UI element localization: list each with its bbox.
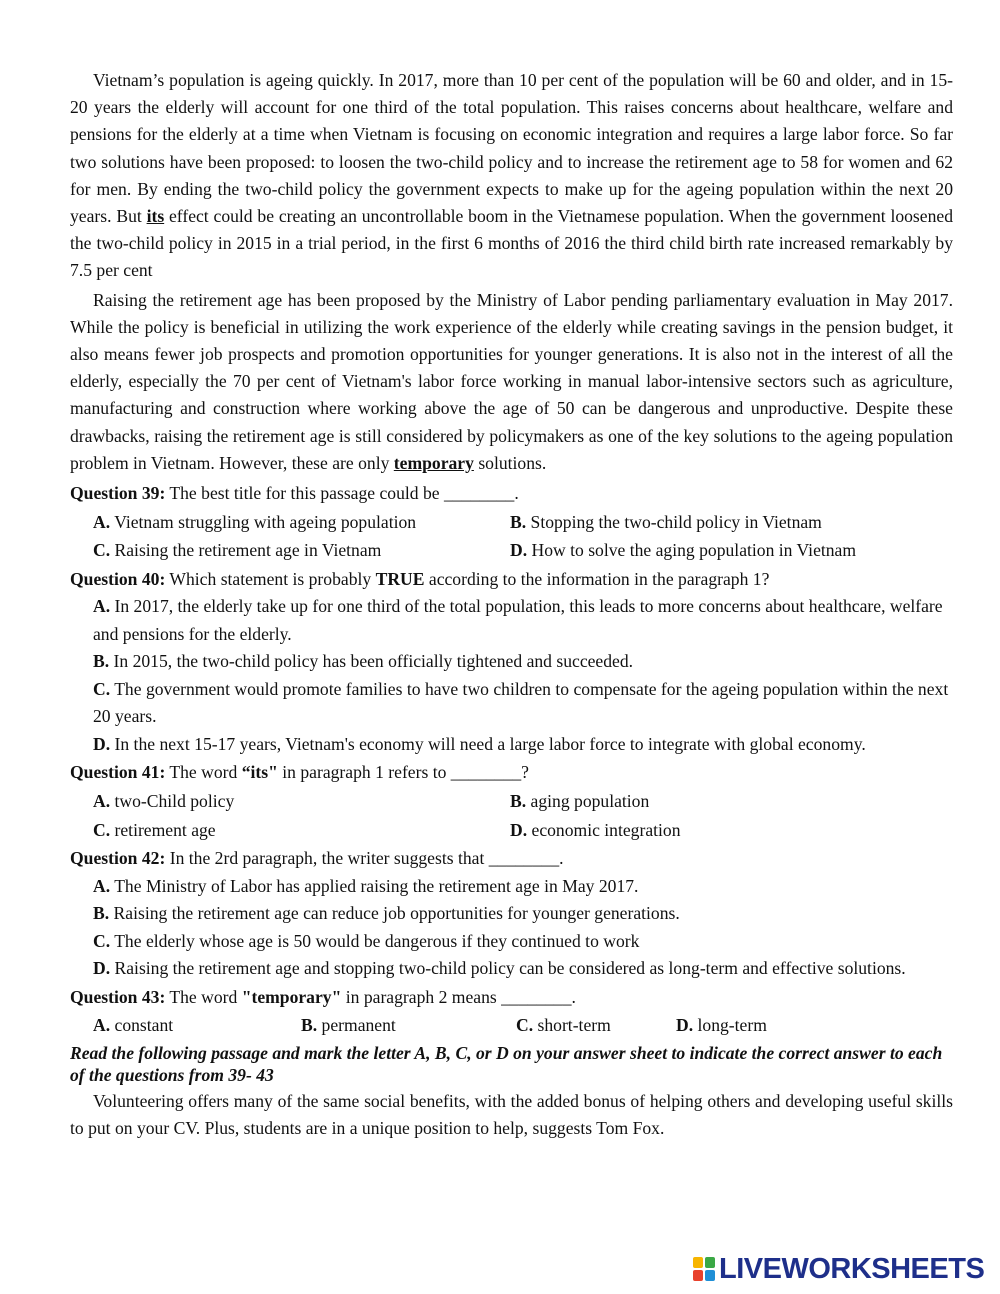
option-d[interactable]: D. Raising the retirement age and stopping two-child policy can be considered as long-term and effective solutions. xyxy=(93,958,906,979)
worksheet-page xyxy=(70,67,953,1144)
option-a[interactable]: A. Vietnam struggling with ageing population xyxy=(93,511,417,532)
option-c[interactable]: C. retirement age xyxy=(93,819,216,840)
liveworksheets-logo-icon xyxy=(693,1257,715,1281)
option-d[interactable]: D. How to solve the aging population in Vietnam xyxy=(510,540,857,561)
option-b[interactable]: B. aging population xyxy=(510,791,650,812)
passage-paragraph-2: Raising the retirement age has been proposed by the Ministry of Labor pending parliamentary evaluation in May 2017. While the policy is beneficial in utilizing the work experience of the elderly while creating savings in the pension budget, it also means fewer job prospects and promotion opportunities for younger generations. It is also not in the interest of all the elderly, especially the 70 per cent of Vietnam's labor force working in manual labor-intensive sectors such as agriculture, manufacturing and construction where working above the age of 50 can be dangerous and unproductive. Despite these drawbacks, raising the retirement age is still considered by policymakers as one of the key solutions to the ageing population problem in Vietnam. However, these are only temporary solutions. xyxy=(70,289,953,473)
option-b[interactable]: B. In 2015, the two-child policy has been officially tightened and succeeded. xyxy=(93,651,634,672)
option-b[interactable]: B. permanent xyxy=(301,1015,396,1036)
option-d[interactable]: D. long-term xyxy=(676,1015,767,1036)
keyword-its: its xyxy=(146,206,165,227)
question-39-options xyxy=(70,508,953,565)
question-41: Question 41: The word “its" in paragraph 1 refers to ________? xyxy=(70,762,529,783)
option-a[interactable]: A. In 2017, the elderly take up for one third of the total population, this leads to more concerns about healthcare, welfare and pensions for the elderly. xyxy=(93,596,943,644)
question-43: Question 43: The word "temporary" in paragraph 2 means ________. xyxy=(70,986,576,1007)
keyword-temporary: temporary xyxy=(393,452,474,473)
logo-square-1 xyxy=(693,1257,703,1268)
section-instruction: Read the following passage and mark the letter A, B, C, or D on your answer sheet to indicate the correct answer to each of the questions from 39- 43 xyxy=(70,1042,943,1085)
option-d[interactable]: D. In the next 15-17 years, Vietnam's economy will need a large labor force to integrate with global economy. xyxy=(93,733,866,754)
question-42: Question 42: In the 2rd paragraph, the writer suggests that ________. xyxy=(70,848,564,869)
logo-square-4 xyxy=(705,1270,715,1281)
logo-square-3 xyxy=(693,1270,703,1281)
option-a[interactable]: A. The Ministry of Labor has applied raising the retirement age in May 2017. xyxy=(93,875,639,896)
liveworksheets-logo xyxy=(693,1252,985,1285)
option-c[interactable]: C. Raising the retirement age in Vietnam xyxy=(93,540,382,561)
option-c[interactable]: C. short-term xyxy=(516,1015,611,1036)
passage-2-paragraph: Volunteering offers many of the same social benefits, with the added bonus of helping others and developing useful skills to put on your CV. Plus, students are in a unique position to help, suggests Tom Fox. xyxy=(70,1090,953,1139)
option-b[interactable]: B. Stopping the two-child policy in Vietnam xyxy=(510,511,822,532)
option-c[interactable]: C. The government would promote families to have two children to compensate for the ageing population within the next 20 years. xyxy=(93,678,949,727)
option-c[interactable]: C. The elderly whose age is 50 would be dangerous if they continued to work xyxy=(93,930,640,951)
option-d[interactable]: D. economic integration xyxy=(510,819,681,840)
option-b[interactable]: B. Raising the retirement age can reduce job opportunities for younger generations. xyxy=(93,903,680,924)
question-41-options xyxy=(70,787,953,844)
logo-text: LIVEWORKSHEETS xyxy=(719,1252,985,1285)
option-a[interactable]: A. two-Child policy xyxy=(93,791,235,812)
option-a[interactable]: A. constant xyxy=(93,1015,174,1036)
question-39: Question 39: The best title for this passage could be ________. xyxy=(70,483,519,504)
question-40: Question 40: Which statement is probably TRUE according to the information in the paragraph 1? xyxy=(70,568,770,589)
passage-paragraph-1: Vietnam’s population is ageing quickly. In 2017, more than 10 per cent of the population will be 60 and older, and in 15-20 years the elderly will account for one third of the total population. This raises concerns about healthcare, welfare and pensions for the elderly at a time when Vietnam is focusing on economic integration and requires a large labor force. So far two solutions have been proposed: to loosen the two-child policy and to increase the retirement age to 58 for women and 62 for men. By ending the two-child policy the government expects to make up for the ageing population within the next 20 years. But its effect could be creating an uncontrollable boom in the Vietnamese population. When the government loosened the two-child policy in 2015 in a trial period, in the first 6 months of 2016 the third child birth rate increased remarkably by 7.5 per cent xyxy=(70,70,953,281)
question-43-options xyxy=(70,1011,953,1040)
logo-square-2 xyxy=(705,1257,715,1268)
